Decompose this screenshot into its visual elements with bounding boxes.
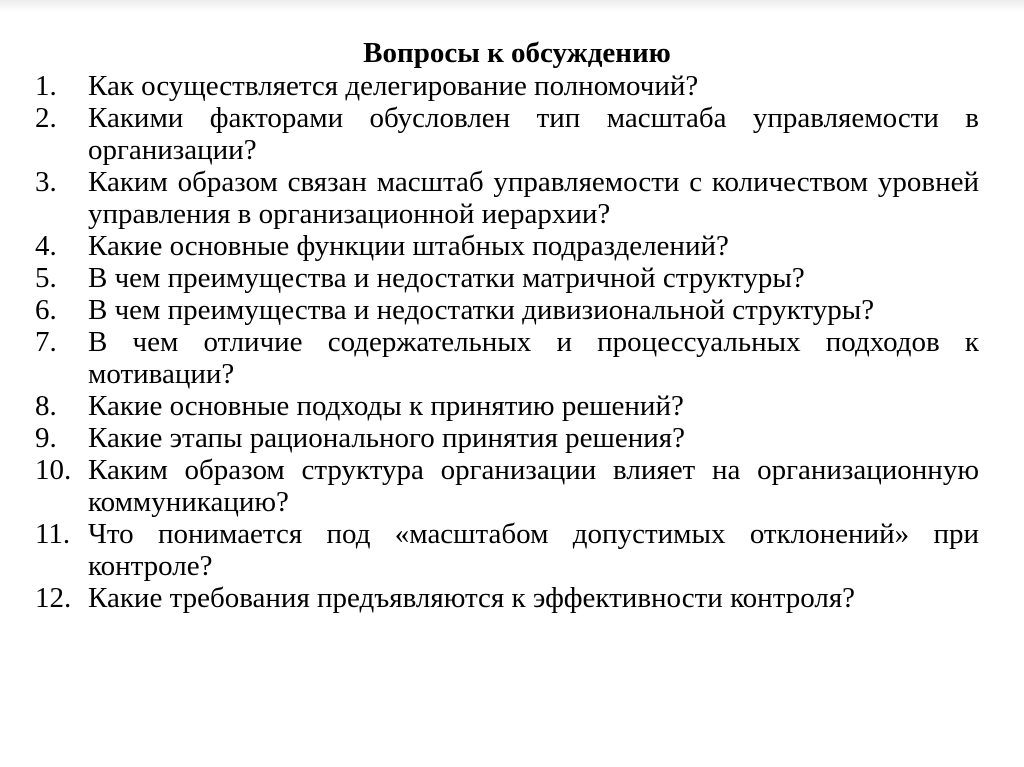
question-text: Какие требования предъявляются к эффективности контроля? [88, 582, 856, 614]
question-number: 12. [35, 582, 72, 614]
question-number: 6. [35, 294, 57, 326]
question-text: В чем преимущества и недостатки матричной структуры? [88, 262, 805, 294]
question-text: Как осуществляется делегирование полномочий? [88, 70, 699, 102]
questions-list [35, 70, 979, 614]
question-item [35, 518, 979, 582]
question-item [35, 294, 979, 326]
question-text: Какими факторами обусловлен тип масштаба управляемости в организации? [88, 102, 979, 166]
question-text: Какие основные функции штабных подразделений? [88, 230, 729, 262]
question-text: В чем отличие содержательных и процессуальных подходов к мотивации? [88, 326, 979, 390]
question-item [35, 390, 979, 422]
slide-content [35, 36, 979, 614]
question-text: Каким образом связан масштаб управляемости с количеством уровней управления в организационной иерархии? [88, 166, 979, 230]
question-item [35, 422, 979, 454]
question-text: Что понимается под «масштабом допустимых отклонений» при контроле? [88, 518, 979, 582]
question-text: В чем преимущества и недостатки дивизиональной структуры? [88, 294, 875, 326]
question-item [35, 70, 979, 102]
question-item [35, 166, 979, 230]
question-number: 4. [35, 230, 57, 262]
question-number: 7. [35, 326, 57, 358]
question-text: Какие этапы рационального принятия решения? [88, 422, 685, 454]
question-item [35, 582, 979, 614]
slide-top-edge [0, 0, 1024, 12]
question-text: Каким образом структура организации влияет на организационную коммуникацию? [88, 454, 979, 518]
question-item [35, 326, 979, 390]
question-number: 1. [35, 70, 57, 102]
question-number: 9. [35, 422, 57, 454]
question-item [35, 230, 979, 262]
question-number: 5. [35, 262, 57, 294]
question-number: 3. [35, 166, 57, 198]
question-number: 10. [35, 454, 72, 486]
question-item [35, 262, 979, 294]
question-number: 11. [35, 518, 71, 550]
question-item [35, 102, 979, 166]
slide-title: Вопросы к обсуждению [363, 37, 671, 69]
question-item [35, 454, 979, 518]
question-text: Какие основные подходы к принятию решений? [88, 390, 684, 422]
question-number: 2. [35, 102, 57, 134]
question-number: 8. [35, 390, 57, 422]
